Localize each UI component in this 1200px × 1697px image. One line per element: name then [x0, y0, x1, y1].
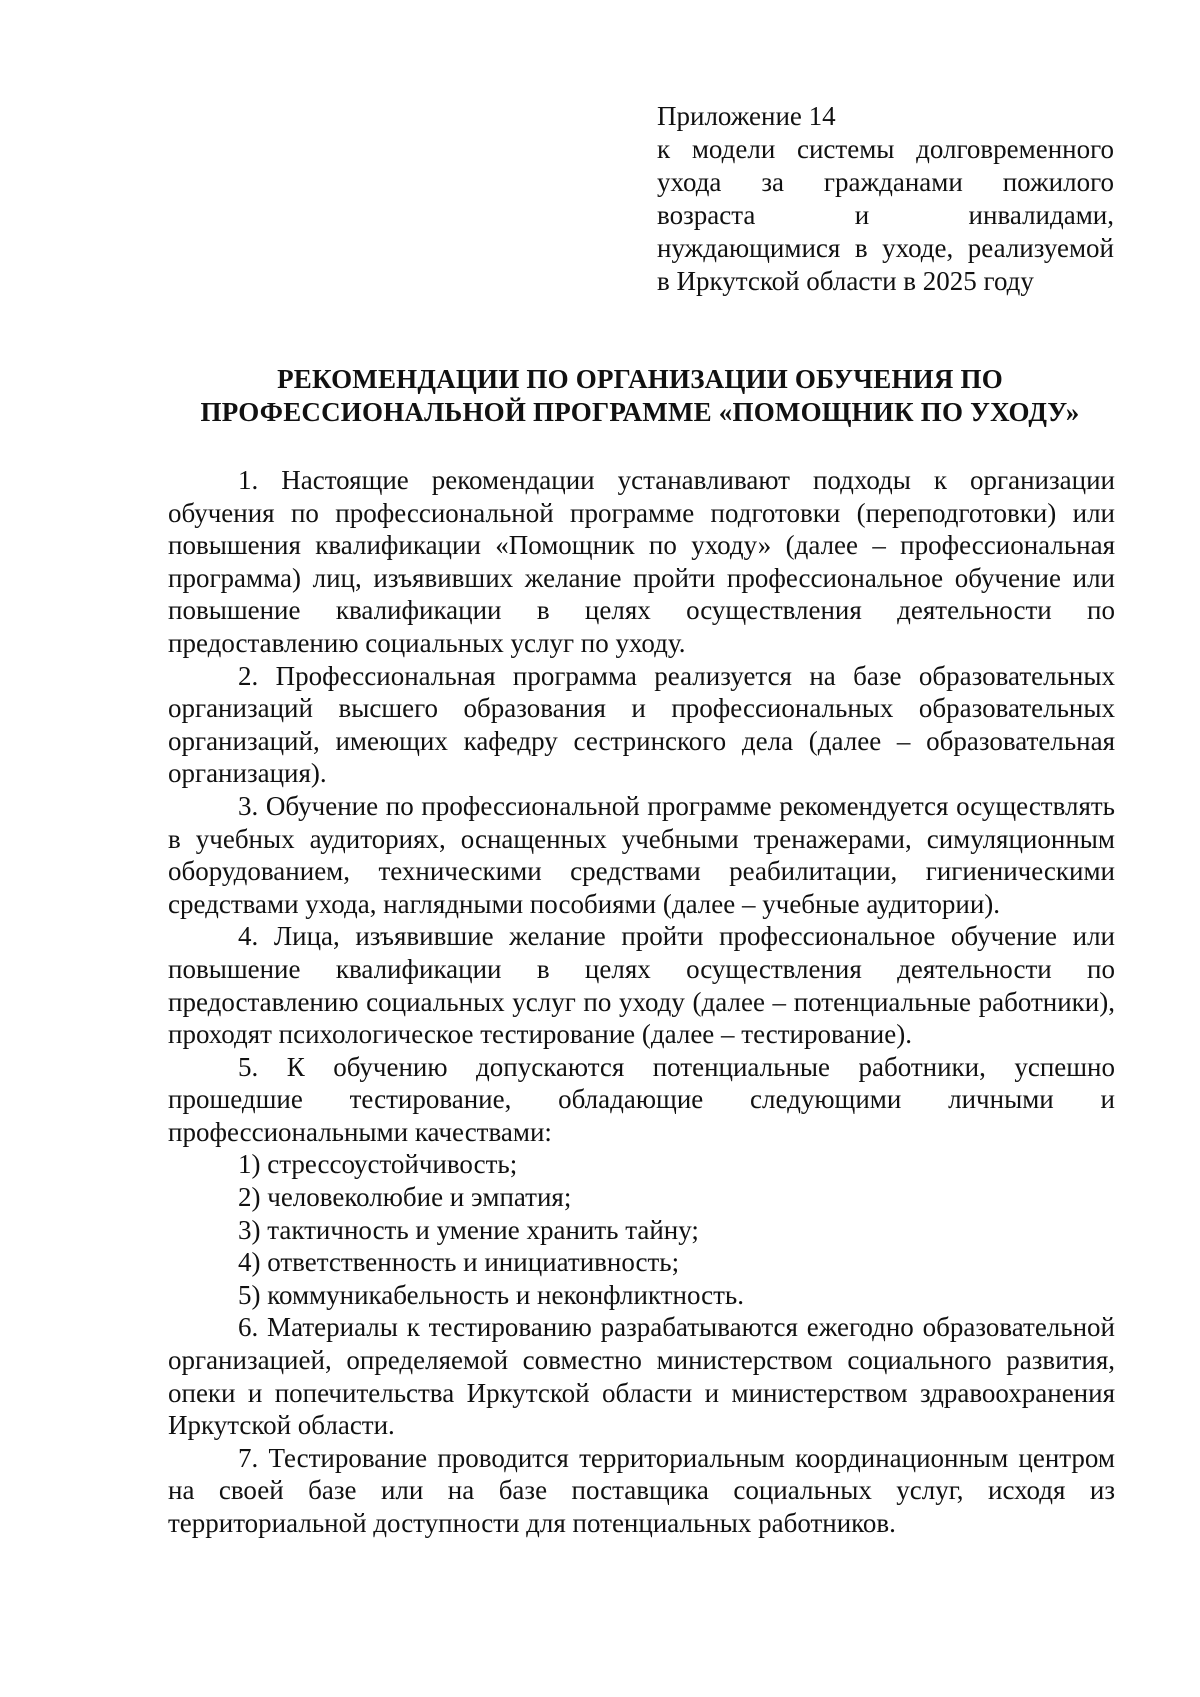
list-item: 2) человеколюбие и эмпатия; [238, 1182, 572, 1213]
paragraph-5: 5. К обучению допускаются потенциальные работники, успешно прошедшие тестирование, обладающие следующими личными и профессиональными качествами: [168, 1051, 1115, 1147]
appendix-line: возраста и инвалидами, [657, 200, 1114, 230]
list-item: 3) тактичность и умение хранить тайну; [238, 1214, 699, 1245]
appendix-line: ухода за гражданами пожилого [657, 167, 1114, 197]
paragraph-7: 7. Тестирование проводится территориальным координационным центром на своей базе или на базе поставщика социальных услуг, исходя из территориальной доступности для потенциальных работников. [168, 1442, 1115, 1538]
title-line-2: ПРОФЕССИОНАЛЬНОЙ ПРОГРАММЕ «ПОМОЩНИК ПО УХОДУ» [200, 397, 1080, 427]
paragraph-2: 2. Профессиональная программа реализуется на базе образовательных организаций высшего образования и профессиональных образовательных организаций, имеющих кафедру сестринского дела (далее – образовательная организация). [168, 660, 1115, 789]
document-title [150, 363, 1130, 429]
appendix-header [657, 100, 1114, 298]
paragraph-3: 3. Обучение по профессиональной программе рекомендуется осуществлять в учебных аудиториях, оснащенных учебными тренажерами, симуляционным оборудованием, техническими средствами реабилитации, гигиеническими средствами ухода, наглядными пособиями (далее – учебные аудитории). [168, 790, 1115, 919]
list-item: 5) коммуникабельность и неконфликтность. [238, 1279, 744, 1310]
paragraph-1: 1. Настоящие рекомендации устанавливают подходы к организации обучения по профессиональной программе подготовки (переподготовки) или повышения квалификации «Помощник по уходу» (далее – профессиональная программа) лиц, изъявивших желание пройти профессиональное обучение или повышение квалификации в целях осуществления деятельности по предоставлению социальных услуг по уходу. [168, 465, 1115, 658]
appendix-line: к модели системы долговременного [657, 134, 1114, 164]
appendix-line: нуждающимися в уходе, реализуемой [657, 233, 1114, 263]
list-item: 4) ответственность и инициативность; [238, 1247, 680, 1278]
paragraph-6: 6. Материалы к тестированию разрабатываются ежегодно образовательной организацией, определяемой совместно министерством социального развития, опеки и попечительства Иркутской области и министерством здравоохранения Иркутской области. [168, 1312, 1115, 1441]
appendix-line: Приложение 14 [657, 101, 836, 131]
list-item: 1) стрессоустойчивость; [238, 1149, 518, 1180]
appendix-line: в Иркутской области в 2025 году [657, 266, 1034, 296]
paragraph-4: 4. Лица, изъявившие желание пройти профессиональное обучение или повышение квалификации в целях осуществления деятельности по предоставлению социальных услуг по уходу (далее – потенциальные работники), проходят психологическое тестирование (далее – тестирование). [168, 921, 1115, 1050]
document-body [168, 464, 1115, 1540]
title-line-1: РЕКОМЕНДАЦИИ ПО ОРГАНИЗАЦИИ ОБУЧЕНИЯ ПО [277, 364, 1003, 394]
